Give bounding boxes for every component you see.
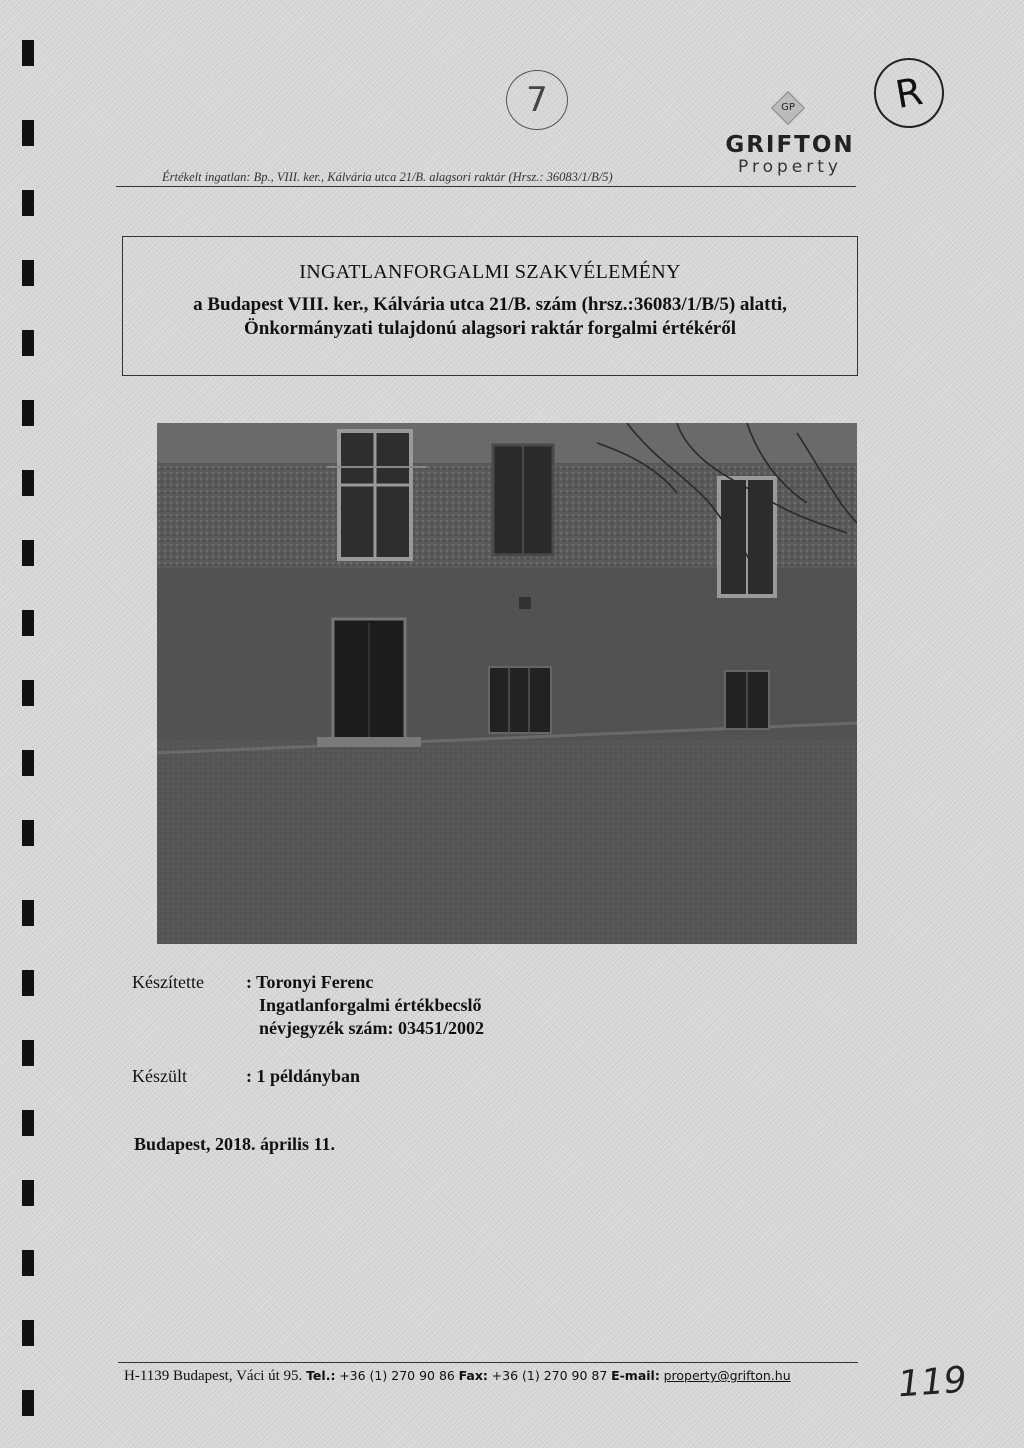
footer-fax: +36 (1) 270 90 87 [491,1368,608,1383]
title-subject-line-2: Önkormányzati tulajdonú alagsori raktár forgalmi értékéről [243,318,736,339]
binding-hole [22,680,34,706]
header-subject: Értékelt ingatlan: Bp., VIII. ker., Kálvária utca 21/B. alagsori raktár (Hrsz.: 36083/1/B/5) [162,170,613,184]
binding-hole [22,1040,34,1066]
binding-hole [22,820,34,846]
binding-hole [22,260,34,286]
logo-subtitle: Property [738,157,842,177]
binding-holes [22,40,36,1440]
binding-hole [22,900,34,926]
building-photo [157,423,857,944]
footer-tel-label: Tel.: [306,1368,336,1383]
footer-address: H-1139 Budapest, Váci út 95. [124,1368,303,1384]
binding-hole [22,610,34,636]
prepared-by-role: Ingatlanforgalmi értékbecslő [259,995,482,1015]
binding-hole [22,330,34,356]
footer-divider [118,1362,858,1363]
binding-hole [22,470,34,496]
binding-hole [22,190,34,216]
logo-name: GRIFTON [725,132,855,158]
binding-hole [22,1250,34,1276]
logo-mark: GP [781,102,795,113]
binding-hole [22,540,34,566]
prepared-by-name: : Toronyi Ferenc [246,972,374,992]
handwritten-page-number: 119 [896,1359,969,1406]
handwritten-circle-number [506,70,568,130]
binding-hole [22,750,34,776]
binding-hole [22,970,34,996]
binding-hole [22,120,34,146]
document-title: INGATLANFORGALMI SZAKVÉLEMÉNY [299,261,681,283]
logo-diamond-icon [771,91,805,125]
place-and-date: Budapest, 2018. április 11. [134,1134,336,1154]
copies-value: : 1 példányban [246,1066,361,1086]
binding-hole [22,400,34,426]
building-photo-image [157,423,857,944]
binding-hole [22,1180,34,1206]
title-box [122,236,858,376]
footer-tel: +36 (1) 270 90 86 [339,1368,455,1383]
grifton-logo [720,94,860,184]
footer-fax-label: Fax: [458,1368,488,1383]
binding-hole [22,1320,34,1346]
footer [124,1368,791,1385]
handwritten-number: 7 [526,80,548,120]
footer-email-link[interactable]: property@grifton.hu [663,1368,791,1383]
copies-label: Készült [132,1066,187,1086]
binding-hole [22,1390,34,1416]
binding-hole [22,1110,34,1136]
prepared-by-label: Készítette [132,972,204,992]
handwritten-circle-mark [868,52,949,133]
title-subject-line-1: a Budapest VIII. ker., Kálvária utca 21/B. szám (hrsz.:36083/1/B/5) alatti, [193,294,787,315]
prepared-by-registration: névjegyzék szám: 03451/2002 [259,1018,484,1038]
footer-email-label: E-mail: [611,1368,660,1383]
binding-hole [22,40,34,66]
header-divider [116,186,856,187]
handwritten-mark: R [892,69,926,117]
